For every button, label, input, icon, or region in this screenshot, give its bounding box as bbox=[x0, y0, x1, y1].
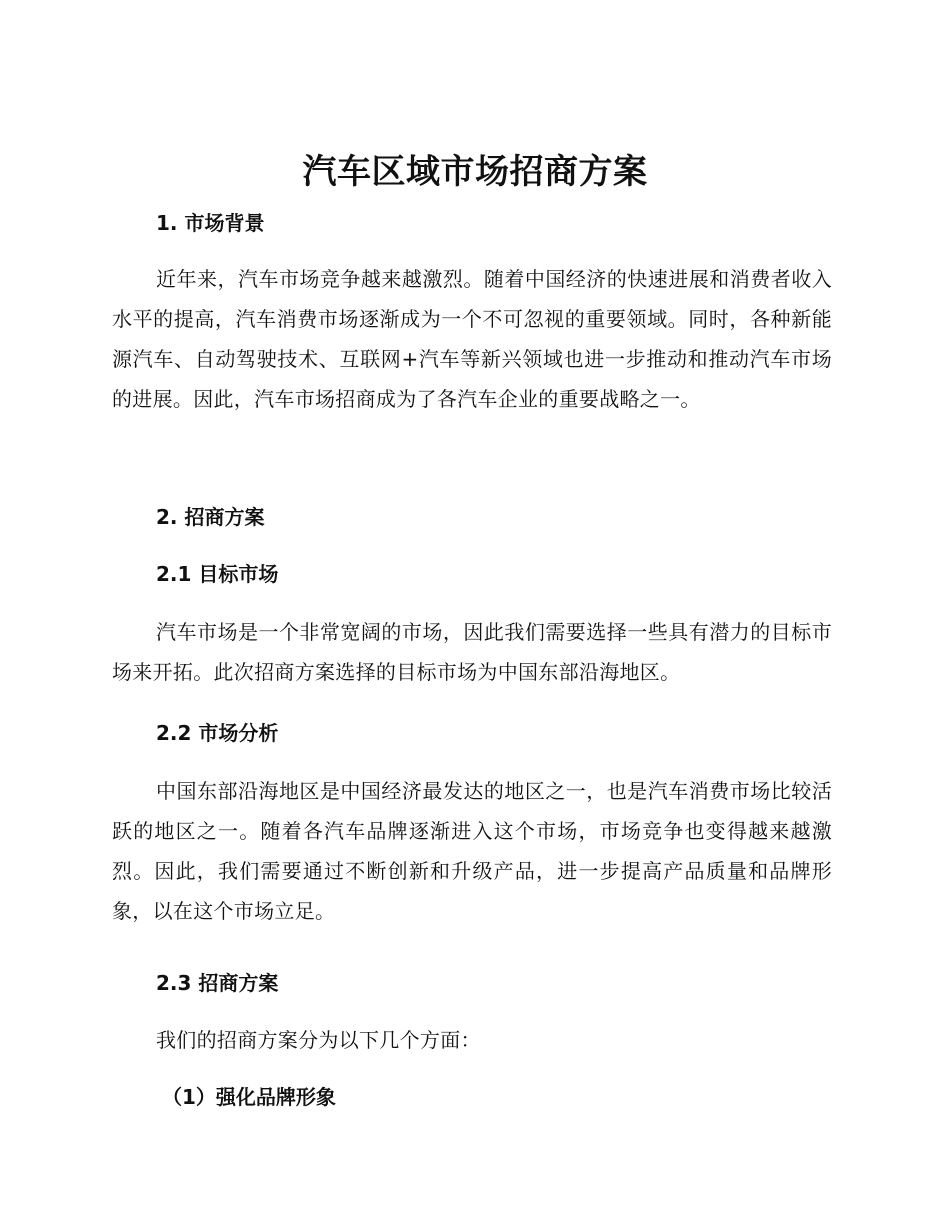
section-heading-plan-details: 2.3 招商方案 bbox=[156, 971, 279, 995]
section-heading-market-analysis: 2.2 市场分析 bbox=[156, 721, 279, 745]
list-item-heading-brand-image: （1）强化品牌形象 bbox=[162, 1085, 336, 1109]
document-title: 汽车区域市场招商方案 bbox=[302, 152, 648, 192]
paragraph-market-background: 近年来，汽车市场竞争越来越激烈。随着中国经济的快速进展和消费者收入水平的提高，汽车消费市场逐渐成为一个不可忽视的重要领域。同时，各种新能源汽车、自动驾驶技术、互联网+汽车等新兴领域也进一步推动和推动汽车市场的进展。因此，汽车市场招商成为了各汽车企业的重要战略之一。 bbox=[112, 267, 832, 411]
paragraph-market-analysis: 中国东部沿海地区是中国经济最发达的地区之一，也是汽车消费市场比较活跃的地区之一。随着各汽车品牌逐渐进入这个市场，市场竞争也变得越来越激烈。因此，我们需要通过不断创新和升级产品，进一步提高产品质量和品牌形象，以在这个市场立足。 bbox=[112, 779, 832, 923]
section-heading-market-background: 1. 市场背景 bbox=[156, 211, 265, 235]
section-heading-target-market: 2.1 目标市场 bbox=[156, 562, 279, 586]
section-heading-investment-plan: 2. 招商方案 bbox=[156, 505, 265, 529]
paragraph-target-market: 汽车市场是一个非常宽阔的市场，因此我们需要选择一些具有潜力的目标市场来开拓。此次招商方案选择的目标市场为中国东部沿海地区。 bbox=[112, 620, 832, 684]
paragraph-plan-intro: 我们的招商方案分为以下几个方面： bbox=[156, 1028, 481, 1052]
